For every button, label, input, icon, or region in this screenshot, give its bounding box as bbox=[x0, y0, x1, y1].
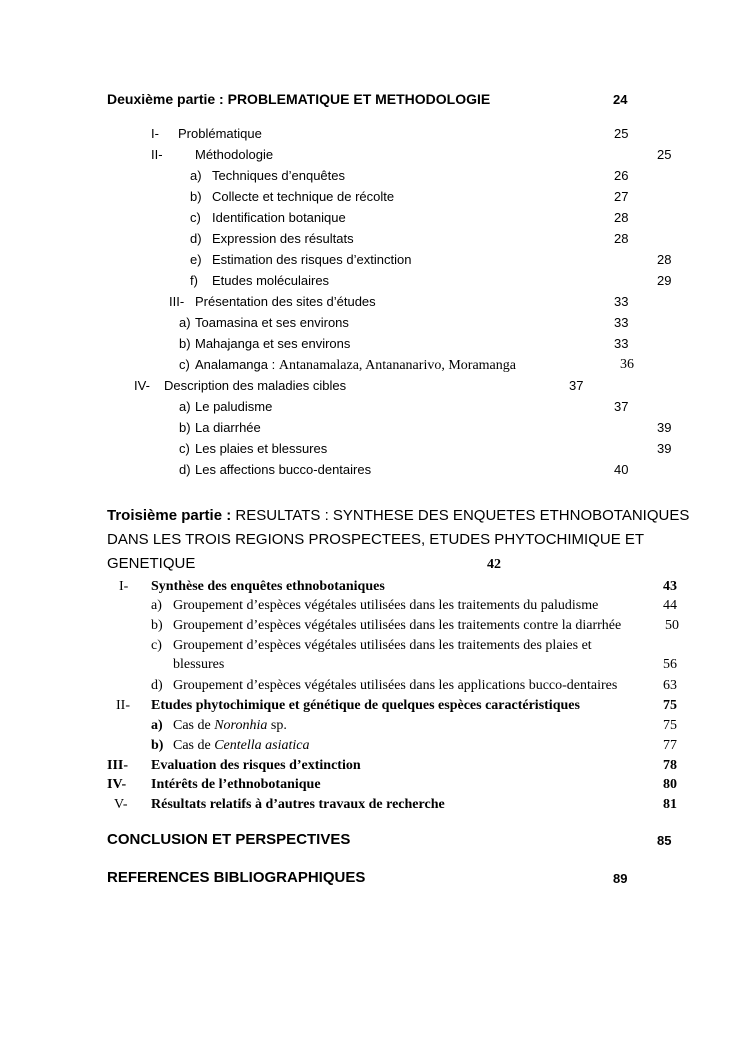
toc-entry: III- bbox=[169, 294, 185, 309]
toc-entry-label: Identification botanique bbox=[212, 210, 346, 225]
toc-entry-label: La diarrhée bbox=[195, 420, 261, 435]
toc-entry-page: 25 bbox=[614, 126, 629, 141]
toc-entry-label: Cas de Centella asiatica bbox=[173, 738, 310, 753]
toc-entry-page: 43 bbox=[663, 579, 677, 594]
toc-entry: b) bbox=[179, 420, 191, 435]
toc-entry-page: 63 bbox=[663, 678, 677, 693]
toc-entry-label: Présentation des sites d’études bbox=[195, 294, 376, 309]
toc-entry-page: 39 bbox=[657, 420, 672, 435]
toc-entry-page: 75 bbox=[663, 698, 677, 713]
toc-entry-page: 81 bbox=[663, 797, 677, 812]
toc-entry: I- bbox=[151, 126, 159, 141]
toc-entry-label: Groupement d’espèces végétales utilisées dans les applications bucco-dentaires bbox=[173, 678, 618, 693]
toc-entry-page: 44 bbox=[663, 598, 677, 613]
toc-entry: b) bbox=[179, 336, 191, 351]
toc-entry-label: Description des maladies cibles bbox=[164, 378, 347, 393]
part3-page: 42 bbox=[487, 557, 501, 572]
toc-entry-label: Groupement d’espèces végétales utilisées dans les traitements des plaies et bbox=[173, 638, 592, 653]
conclusion-heading: CONCLUSION ET PERSPECTIVES bbox=[107, 831, 351, 848]
toc-entry: b) bbox=[190, 189, 202, 204]
toc-entry: e) bbox=[190, 252, 202, 267]
toc-entry: a) bbox=[151, 718, 163, 733]
toc-entry-page: 33 bbox=[614, 294, 629, 309]
toc-entry: d) bbox=[179, 462, 191, 477]
toc-entry: f) bbox=[190, 273, 198, 288]
toc-entry: a) bbox=[179, 399, 191, 414]
toc-entry: d) bbox=[190, 231, 202, 246]
toc-entry: a) bbox=[151, 598, 162, 613]
toc-entry-label: Résultats relatifs à d’autres travaux de recherche bbox=[151, 797, 445, 812]
toc-entry: b) bbox=[151, 618, 163, 633]
toc-entry-page: 33 bbox=[614, 336, 629, 351]
part2-page: 24 bbox=[613, 92, 628, 107]
toc-entry: c) bbox=[179, 357, 190, 372]
toc-entry-label: Etudes phytochimique et génétique de quelques espèces caractéristiques bbox=[151, 698, 580, 713]
toc-entry-label: Estimation des risques d’extinction bbox=[212, 252, 412, 267]
toc-entry: a) bbox=[190, 168, 202, 183]
toc-entry-page: 28 bbox=[614, 210, 629, 225]
toc-entry-page: 36 bbox=[620, 357, 634, 372]
toc-entry: c) bbox=[151, 638, 162, 653]
toc-entry-page: 80 bbox=[663, 777, 677, 792]
part2-heading-title: PROBLEMATIQUE ET METHODOLOGIE bbox=[227, 91, 491, 107]
toc-entry: II- bbox=[151, 147, 163, 162]
toc-entry-page: 50 bbox=[665, 618, 679, 633]
toc-entry-label: Les affections bucco-dentaires bbox=[195, 462, 372, 477]
toc-entry-label: Synthèse des enquêtes ethnobotaniques bbox=[151, 579, 385, 594]
toc-entry-label: Groupement d’espèces végétales utilisées dans les traitements contre la diarrhée bbox=[173, 618, 622, 633]
toc-entry-label: Mahajanga et ses environs bbox=[195, 336, 351, 351]
part2-heading-prefix: Deuxième partie : bbox=[107, 91, 228, 107]
toc-entry-page: 33 bbox=[614, 315, 629, 330]
toc-entry: II- bbox=[116, 698, 130, 713]
toc-entry-page: 25 bbox=[657, 147, 672, 162]
toc-entry: I- bbox=[119, 579, 129, 594]
toc-entry: III- bbox=[107, 758, 129, 773]
toc-entry-label: Analamanga : Antanamalaza, Antananarivo, Moramanga bbox=[195, 357, 516, 373]
toc-entry-label: Le paludisme bbox=[195, 399, 273, 414]
toc-entry-page: 77 bbox=[663, 738, 677, 753]
toc-entry: c) bbox=[179, 441, 190, 456]
toc-entry-page: 26 bbox=[614, 168, 629, 183]
toc-entry-label: Problématique bbox=[178, 126, 262, 141]
toc-entry-label: Groupement d’espèces végétales utilisées dans les traitements du paludisme bbox=[173, 598, 599, 613]
toc-entry-page: 27 bbox=[614, 189, 629, 204]
toc-entry-label: Evaluation des risques d’extinction bbox=[151, 758, 361, 773]
toc-entry-page: 28 bbox=[657, 252, 672, 267]
toc-entry-label: Méthodologie bbox=[195, 147, 274, 162]
toc-entry-page: 56 bbox=[663, 657, 677, 672]
references-heading: REFERENCES BIBLIOGRAPHIQUES bbox=[107, 869, 366, 886]
toc-entry: a) bbox=[179, 315, 191, 330]
conclusion-page: 85 bbox=[657, 833, 672, 848]
toc-entry-page: 78 bbox=[663, 758, 677, 773]
toc-entry-label: Techniques d’enquêtes bbox=[212, 168, 345, 183]
toc-entry-page: 28 bbox=[614, 231, 629, 246]
toc-entry: d) bbox=[151, 678, 163, 693]
toc-entry-page: 37 bbox=[569, 378, 584, 393]
part3-heading-line2: DANS LES TROIS REGIONS PROSPECTEES, ETUDES PHYTOCHIMIQUE ET bbox=[107, 531, 645, 548]
part2-heading bbox=[107, 91, 490, 107]
toc-entry-page: 39 bbox=[657, 441, 672, 456]
toc-entry: b) bbox=[151, 738, 164, 753]
toc-entry-page: 40 bbox=[614, 462, 629, 477]
toc-entry: IV- bbox=[134, 378, 150, 393]
toc-entry-page: 75 bbox=[663, 718, 677, 733]
toc-entry: V- bbox=[114, 797, 128, 812]
toc-entry: c) bbox=[190, 210, 201, 225]
toc-entry-label: Les plaies et blessures bbox=[195, 441, 328, 456]
toc-entry-label: Collecte et technique de récolte bbox=[212, 189, 395, 204]
toc-entry-page: 37 bbox=[614, 399, 629, 414]
toc-entry-label: Expression des résultats bbox=[212, 231, 354, 246]
toc-entry-page: 29 bbox=[657, 273, 672, 288]
toc-entry: IV- bbox=[107, 777, 127, 792]
toc-entry-label-cont: blessures bbox=[173, 657, 225, 672]
toc-entry-label: Etudes moléculaires bbox=[212, 273, 330, 288]
toc-entry-label: Cas de Noronhia sp. bbox=[173, 718, 287, 733]
part3-heading-line3: GENETIQUE bbox=[107, 555, 196, 572]
references-page: 89 bbox=[613, 871, 628, 886]
toc-entry-label: Intérêts de l’ethnobotanique bbox=[151, 777, 321, 792]
part3-heading-line1: Troisième partie : RESULTATS : SYNTHESE DES ENQUETES ETHNOBOTANIQUES bbox=[107, 507, 690, 524]
toc-entry-label: Toamasina et ses environs bbox=[195, 315, 349, 330]
